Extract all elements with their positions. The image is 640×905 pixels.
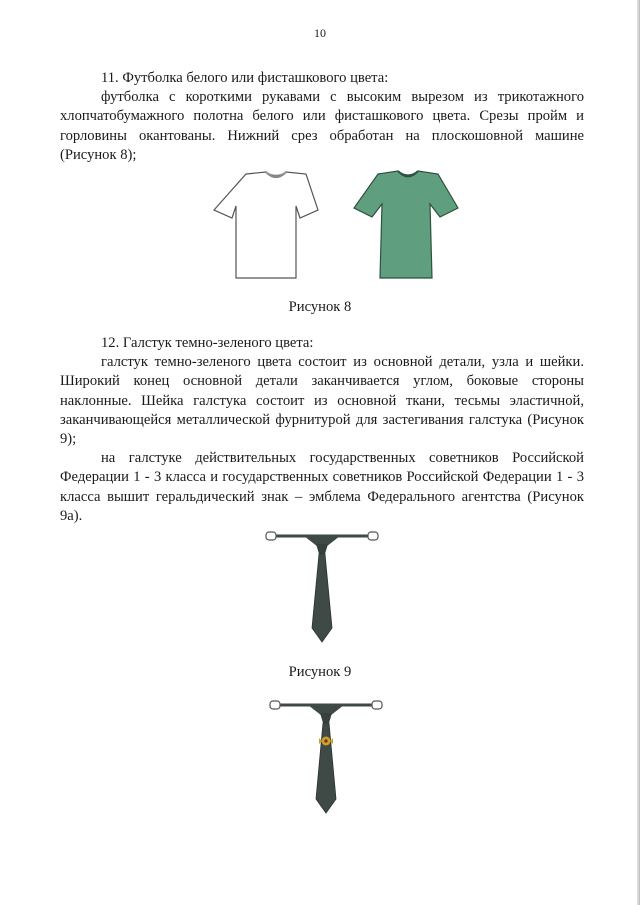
figure-8-tshirts — [210, 168, 470, 284]
white-tshirt-illustration — [214, 172, 318, 278]
pistachio-tshirt-illustration — [354, 171, 458, 278]
tie-clasp-left — [270, 701, 280, 709]
figure-9a-tie-with-emblem — [266, 697, 386, 817]
tie-clasp-left — [266, 532, 276, 540]
figure-8-caption: Рисунок 8 — [288, 299, 352, 315]
section-11-description: футболка с короткими рукавами с высоким вырезом из трикотажного хлопчатобумажного полотна белого или фисташкового цвета. Срезы пройм и горловины окантованы. Нижний срез обработан на плоскошовной машине (Рисунок 8); — [60, 89, 584, 163]
section-12-paragraph-1: галстук темно-зеленого цвета состоит из основной детали, узла и шейки. Широкий конец основной детали заканчивается углом, боковые стороны наклонные. Шейка галстука состоит из основной ткани, тесьмы эластичной, заканчивающейся металлической фурнитурой для застегивания галстука (Рисунок 9); — [60, 354, 584, 448]
section-12-heading: 12. Галстук темно-зеленого цвета: — [101, 335, 314, 351]
figure-9-tie — [262, 528, 382, 646]
tie-illustration — [266, 532, 378, 642]
page-number: 10 — [314, 26, 326, 40]
tie-clasp-right — [372, 701, 382, 709]
tie-clasp-right — [368, 532, 378, 540]
section-11 — [60, 69, 584, 165]
section-12 — [60, 334, 584, 526]
tie-with-emblem-illustration — [270, 701, 382, 813]
section-12-paragraph-2: на галстуке действительных государственных советников Российской Федерации 1 - 3 класса и государственных советников Российской Федерации 1 - 3 класса вышит геральдический знак – эмблема Федерального агентства (Рисунок 9а). — [60, 450, 584, 524]
figure-9-caption: Рисунок 9 — [288, 664, 352, 680]
section-11-heading: 11. Футболка белого или фисташкового цвета: — [101, 70, 389, 86]
